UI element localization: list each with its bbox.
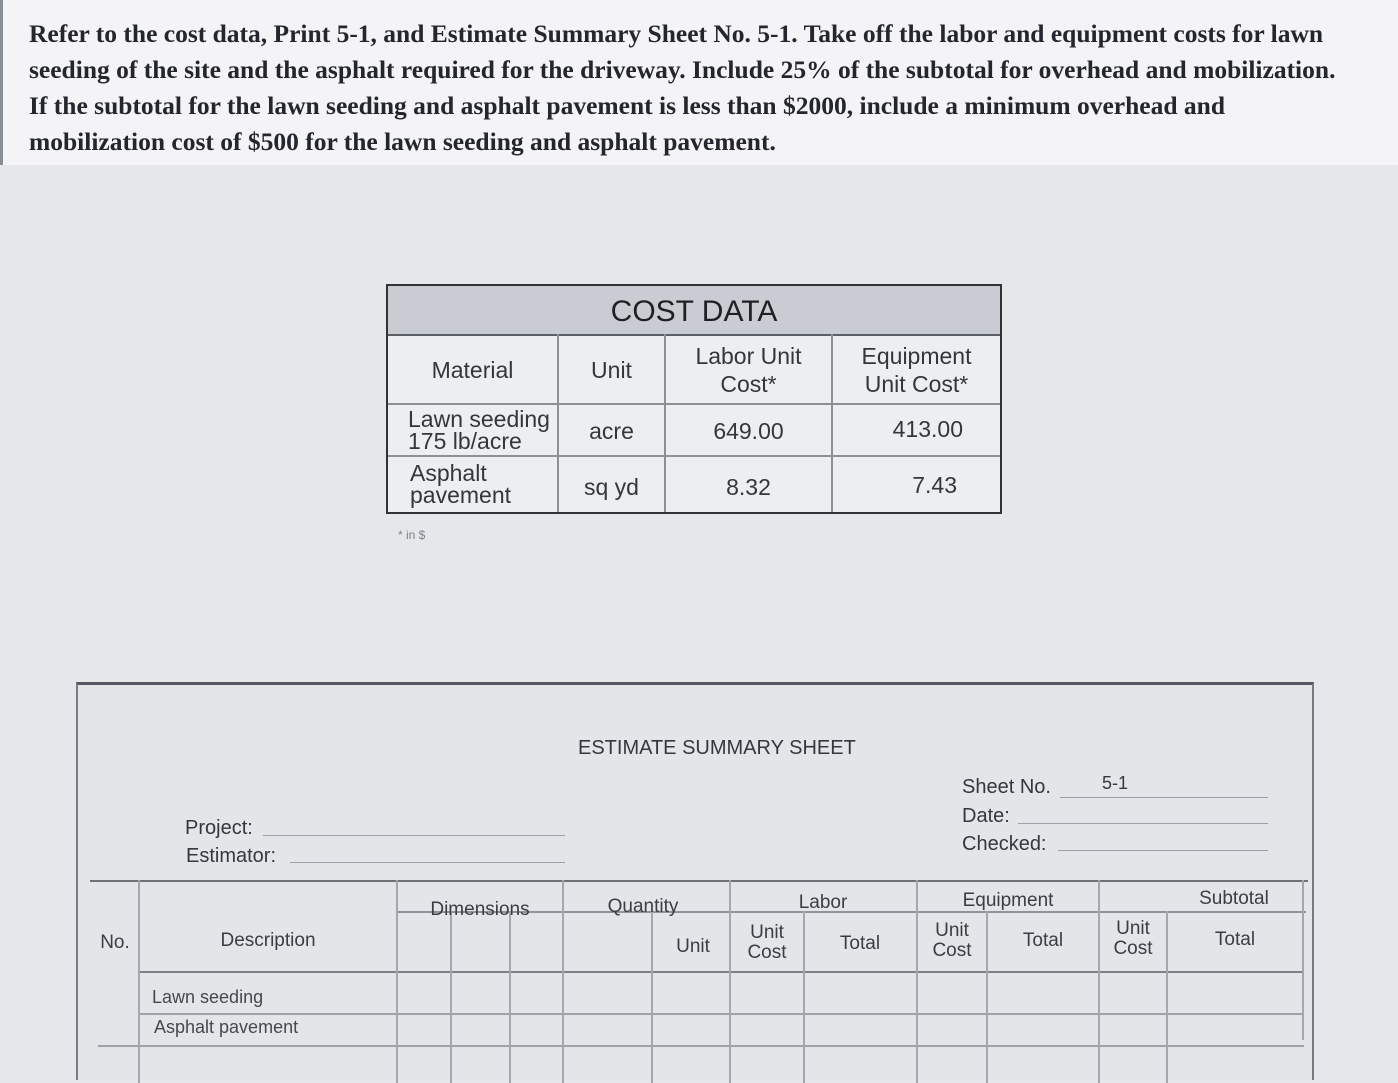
checked-label: Checked: — [962, 833, 1047, 855]
row-asphalt-labor: 8.32 — [726, 474, 771, 500]
col-unit: Unit — [676, 936, 710, 957]
material-rate: pavement — [410, 482, 512, 508]
col-no: No. — [100, 932, 130, 953]
col-border — [450, 911, 452, 1083]
date-label: Date: — [962, 805, 1010, 827]
row-asphalt-equipment: 7.43 — [912, 472, 957, 498]
col-border — [138, 880, 140, 1083]
project-field[interactable] — [263, 835, 565, 836]
row-lawn-seeding-unit: acre — [589, 418, 634, 444]
sheet-no-value: 5-1 — [1102, 773, 1129, 793]
header-material — [388, 336, 557, 403]
divider — [388, 455, 1000, 457]
table-row-description: Asphalt pavement — [154, 1017, 299, 1037]
row-asphalt-unit: sq yd — [584, 474, 639, 500]
estimator-field[interactable] — [290, 862, 565, 863]
col-description: Description — [220, 930, 316, 951]
col-border — [651, 911, 653, 1083]
header-unit — [559, 336, 664, 403]
col-dimensions: Dimensions — [430, 899, 530, 920]
header-equipment-unit-cost — [833, 336, 1000, 403]
date-field[interactable] — [1018, 823, 1268, 824]
header-equipment-line1: Equipment — [861, 342, 972, 369]
estimate-summary-sheet — [76, 682, 1314, 1080]
material-name: Lawn seeding — [408, 406, 550, 432]
unit-cost-line2: Cost — [747, 942, 787, 963]
row-lawn-seeding-labor: 649.00 — [713, 418, 784, 444]
estimate-title: ESTIMATE SUMMARY SHEET — [578, 737, 856, 759]
unit-cost-line1: Unit — [935, 920, 969, 941]
table-row-description: Lawn seeding — [152, 987, 264, 1007]
col-border — [729, 880, 731, 1083]
unit-cost-line1: Unit — [750, 922, 784, 943]
cost-footnote: * in $ — [398, 528, 426, 542]
col-border — [1098, 880, 1100, 1083]
header-equipment-line2: Unit Cost* — [864, 370, 969, 397]
header-material-label: Material — [431, 356, 514, 383]
col-subtotal-unit-cost — [1100, 919, 1166, 959]
divider — [388, 403, 1000, 405]
header-labor-unit-cost — [666, 336, 831, 403]
col-border — [562, 880, 564, 1083]
unit-cost-line2: Cost — [1113, 938, 1153, 959]
unit-cost-line2: Cost — [932, 940, 972, 961]
col-border — [916, 880, 918, 1083]
header-labor-line2: Cost* — [720, 370, 777, 397]
material-name: Asphalt — [410, 460, 487, 486]
col-labor: Labor — [798, 892, 848, 913]
col-equipment: Equipment — [962, 890, 1054, 911]
cost-data-title: COST DATA — [388, 286, 1000, 334]
col-subtotal: Subtotal — [1199, 888, 1269, 909]
sheet-no-field[interactable] — [1060, 797, 1268, 798]
cost-data-table — [386, 284, 1002, 514]
col-labor-unit-cost — [731, 923, 803, 963]
sheet-no-label: Sheet No. — [962, 776, 1051, 798]
problem-text: Refer to the cost data, Print 5-1, and Estimate Summary Sheet No. 5-1. Take off the labor and equipment costs for lawn seeding of the site and the asphalt required for the driveway. Include 25% of the subtotal for overhead and mobilization. If the subtotal for the lawn seeding and asphalt pavement is less than $2000, include a minimum overhead and mobilization cost of $500 for the lawn seeding and asphalt pavement. — [29, 19, 1336, 156]
col-border — [509, 911, 511, 1083]
col-equipment-unit-cost — [918, 921, 986, 961]
table-top-border — [90, 880, 1308, 882]
header-bottom-border — [138, 971, 1304, 973]
col-subtotal-total: Total — [1214, 929, 1256, 950]
project-label: Project: — [185, 817, 253, 839]
checked-field[interactable] — [1058, 850, 1268, 851]
col-quantity: Quantity — [607, 896, 679, 917]
unit-cost-line1: Unit — [1116, 918, 1150, 939]
row-border — [138, 1013, 1304, 1015]
header-unit-label: Unit — [591, 356, 632, 383]
row-border — [98, 1045, 1304, 1047]
row-asphalt-material — [410, 462, 560, 506]
row-lawn-seeding-material — [408, 408, 558, 452]
row-lawn-seeding-equipment: 413.00 — [892, 416, 963, 442]
material-rate: 175 lb/acre — [408, 428, 522, 454]
problem-statement — [0, 0, 1398, 165]
col-labor-total: Total — [839, 933, 881, 954]
col-equipment-total: Total — [1022, 930, 1064, 951]
header-labor-line1: Labor Unit — [695, 342, 802, 369]
estimator-label: Estimator: — [186, 845, 277, 867]
